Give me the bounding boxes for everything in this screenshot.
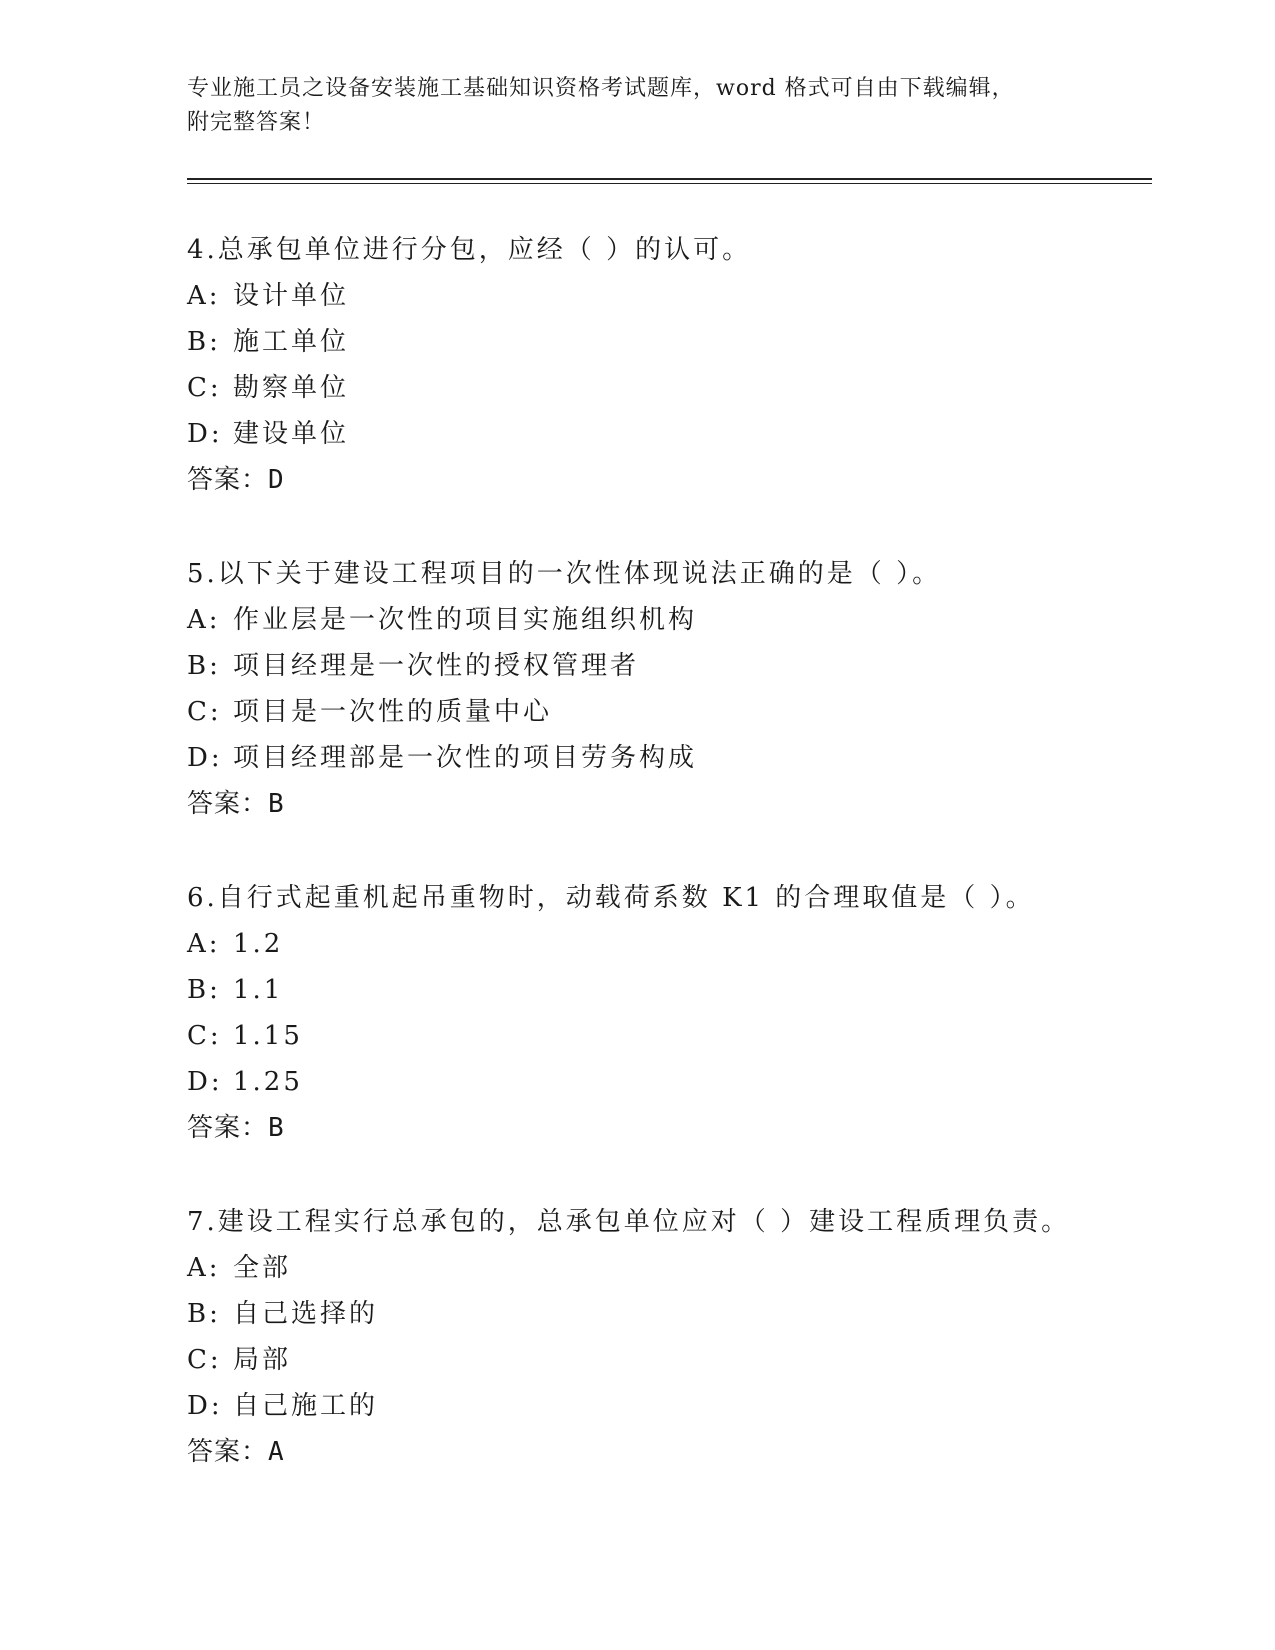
option-b xyxy=(187,650,1147,696)
answer: 答案：A xyxy=(187,1437,285,1467)
document-header xyxy=(187,72,1087,140)
option-c xyxy=(187,696,1147,742)
option-a xyxy=(187,604,1147,650)
option-text: 局部 xyxy=(233,1345,292,1375)
option-text: 1.25 xyxy=(233,1067,303,1097)
option-letter: C: xyxy=(187,697,222,727)
option-letter: D: xyxy=(187,743,223,773)
option-letter: D: xyxy=(187,1391,223,1421)
option-text: 1.2 xyxy=(233,929,284,959)
option-text: 1.1 xyxy=(233,975,284,1005)
option-letter: C: xyxy=(187,1021,222,1051)
option-letter: B: xyxy=(187,975,221,1005)
answer: 答案：D xyxy=(187,465,285,495)
option-a xyxy=(187,1252,1147,1298)
question-stem: 4.总承包单位进行分包，应经（ ）的认可。 xyxy=(187,235,752,265)
header-divider-thin xyxy=(187,183,1152,184)
header-line-2: 附完整答案！ xyxy=(187,110,326,135)
option-letter: A: xyxy=(187,1253,221,1283)
option-letter: A: xyxy=(187,281,221,311)
option-letter: C: xyxy=(187,1345,222,1375)
option-text: 自己施工的 xyxy=(233,1391,379,1421)
option-text: 项目是一次性的质量中心 xyxy=(233,697,553,727)
option-d xyxy=(187,1066,1147,1112)
option-d xyxy=(187,418,1147,464)
option-text: 作业层是一次性的项目实施组织机构 xyxy=(233,605,698,635)
option-text: 设计单位 xyxy=(233,281,350,311)
option-text: 勘察单位 xyxy=(233,373,350,403)
question-6 xyxy=(187,882,1147,1158)
question-stem: 7.建设工程实行总承包的，总承包单位应对（ ）建设工程质理负责。 xyxy=(187,1207,1071,1237)
answer: 答案：B xyxy=(187,789,285,819)
option-c xyxy=(187,1020,1147,1066)
option-c xyxy=(187,1344,1147,1390)
question-4 xyxy=(187,234,1147,510)
option-letter: B: xyxy=(187,651,221,681)
option-b xyxy=(187,1298,1147,1344)
option-letter: B: xyxy=(187,1299,221,1329)
question-7 xyxy=(187,1206,1147,1482)
option-d xyxy=(187,1390,1147,1436)
option-letter: A: xyxy=(187,605,221,635)
option-text: 项目经理部是一次性的项目劳务构成 xyxy=(233,743,698,773)
option-letter: A: xyxy=(187,929,221,959)
option-text: 建设单位 xyxy=(233,419,350,449)
answer: 答案：B xyxy=(187,1113,285,1143)
question-stem: 5.以下关于建设工程项目的一次性体现说法正确的是（ ）。 xyxy=(187,559,942,589)
option-d xyxy=(187,742,1147,788)
option-b xyxy=(187,974,1147,1020)
option-text: 1.15 xyxy=(233,1021,303,1051)
question-stem: 6.自行式起重机起吊重物时，动载荷系数 K1 的合理取值是（ ）。 xyxy=(187,883,1035,913)
option-letter: C: xyxy=(187,373,222,403)
option-a xyxy=(187,280,1147,326)
option-text: 全部 xyxy=(233,1253,292,1283)
question-5 xyxy=(187,558,1147,834)
header-divider-thick xyxy=(187,178,1152,180)
option-c xyxy=(187,372,1147,418)
option-text: 项目经理是一次性的授权管理者 xyxy=(233,651,640,681)
option-letter: B: xyxy=(187,327,221,357)
option-b xyxy=(187,326,1147,372)
option-text: 施工单位 xyxy=(233,327,350,357)
option-letter: D: xyxy=(187,1067,223,1097)
option-a xyxy=(187,928,1147,974)
header-line-1: 专业施工员之设备安装施工基础知识资格考试题库，word 格式可自由下载编辑， xyxy=(187,76,1015,101)
option-letter: D: xyxy=(187,419,223,449)
option-text: 自己选择的 xyxy=(233,1299,379,1329)
